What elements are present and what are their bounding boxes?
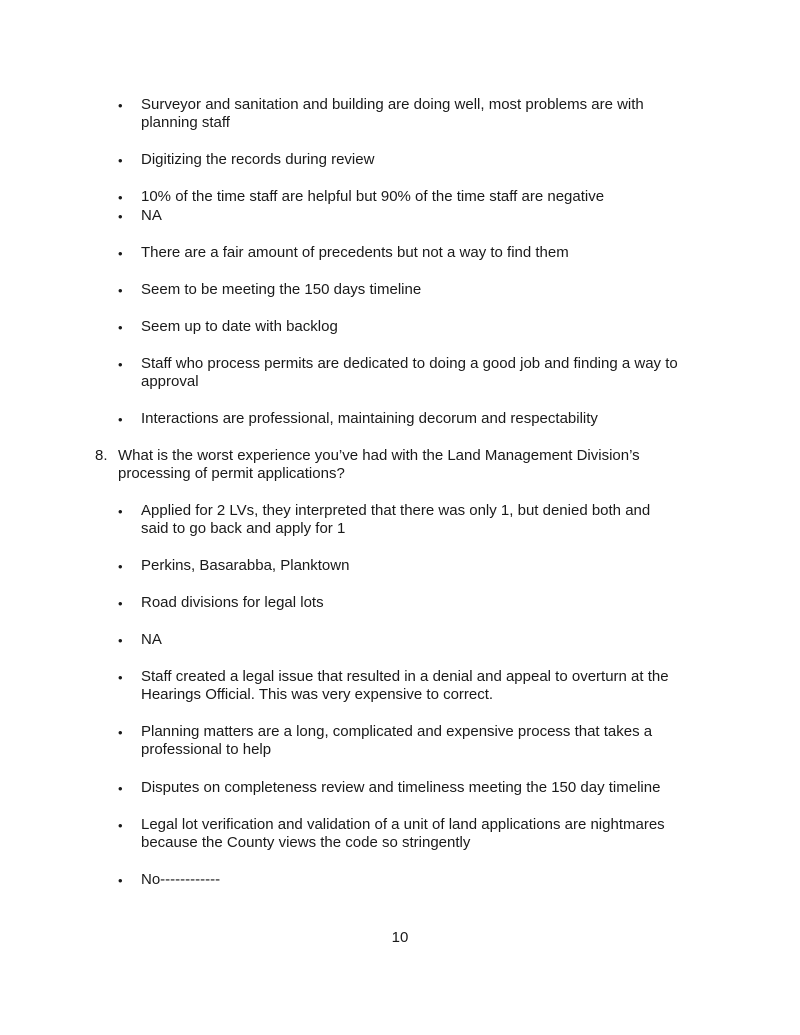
bullet-glyph: • (118, 283, 123, 298)
list-item-text: There are a fair amount of precedents but not a way to find them (141, 244, 569, 261)
bullet-glyph: • (118, 153, 123, 168)
bullet-glyph: • (118, 725, 123, 740)
list-item-text: because the County views the code so stringently (141, 834, 471, 851)
question-number: 8. (95, 447, 108, 464)
bullet-glyph: • (118, 670, 123, 685)
list-item-text: Staff who process permits are dedicated to doing a good job and finding a way to (141, 355, 678, 372)
bullet-glyph: • (118, 209, 123, 224)
bullet-glyph: • (118, 320, 123, 335)
list-item-text: Perkins, Basarabba, Planktown (141, 557, 350, 574)
bullet-glyph: • (118, 412, 123, 427)
list-item-text: planning staff (141, 114, 230, 131)
bullet-glyph: • (118, 246, 123, 261)
list-item-text: Seem up to date with backlog (141, 318, 338, 335)
list-item-text: Road divisions for legal lots (141, 594, 324, 611)
bullet-glyph: • (118, 781, 123, 796)
question-text: processing of permit applications? (118, 465, 345, 482)
list-item-text: Disputes on completeness review and timeliness meeting the 150 day timeline (141, 779, 661, 796)
list-item-text: NA (141, 207, 162, 224)
bullet-glyph: • (118, 357, 123, 372)
list-item-text: Legal lot verification and validation of a unit of land applications are nightmares (141, 816, 665, 833)
page-number: 10 (391, 929, 409, 946)
list-item-text: Staff created a legal issue that resulted in a denial and appeal to overturn at the (141, 668, 669, 685)
list-item-text: said to go back and apply for 1 (141, 520, 346, 537)
list-item-text: Planning matters are a long, complicated and expensive process that takes a (141, 723, 653, 740)
list-item-text: Seem to be meeting the 150 days timeline (141, 281, 422, 298)
bullet-glyph: • (118, 818, 123, 833)
list-item-text: Digitizing the records during review (141, 151, 375, 168)
list-item-text: NA (141, 631, 162, 648)
list-item-text: professional to help (141, 741, 272, 758)
list-item-text: approval (141, 373, 199, 390)
bullet-glyph: • (118, 633, 123, 648)
list-item-text: Surveyor and sanitation and building are doing well, most problems are with (141, 96, 644, 113)
question-text: What is the worst experience you’ve had with the Land Management Division’s (118, 447, 640, 464)
bullet-glyph: • (118, 596, 123, 611)
list-item-text: Applied for 2 LVs, they interpreted that there was only 1, but denied both and (141, 502, 651, 519)
list-item-text: No------------ (141, 871, 221, 888)
bullet-glyph: • (118, 190, 123, 205)
list-item-text: Hearings Official. This was very expensive to correct. (141, 686, 494, 703)
list-item-text: 10% of the time staff are helpful but 90% of the time staff are negative (141, 188, 605, 205)
bullet-glyph: • (118, 873, 123, 888)
bullet-glyph: • (118, 504, 123, 519)
bullet-glyph: • (118, 559, 123, 574)
bullet-glyph: • (118, 98, 123, 113)
list-item-text: Interactions are professional, maintaining decorum and respectability (141, 410, 598, 427)
